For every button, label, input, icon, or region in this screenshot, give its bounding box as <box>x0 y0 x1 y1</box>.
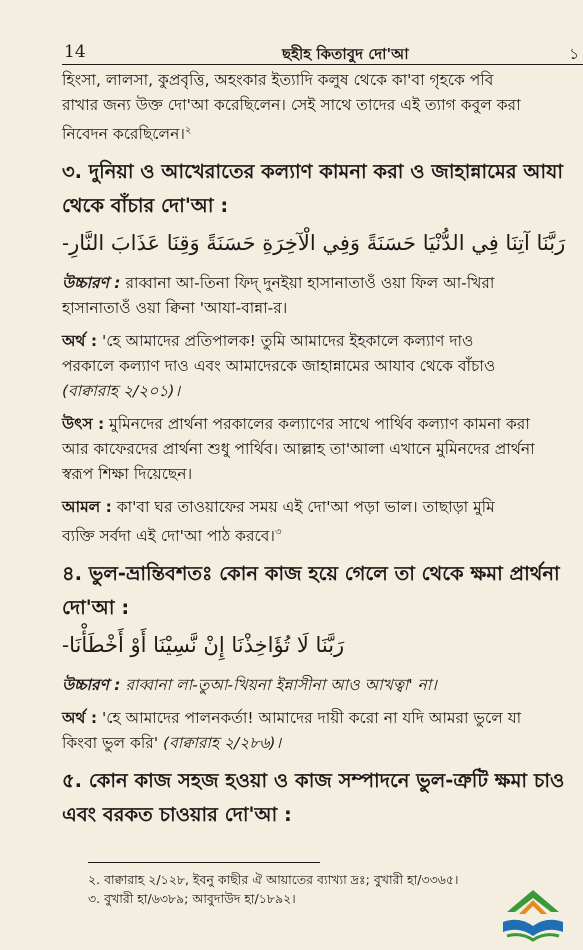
section-3-source: উৎস : মুমিনদের প্রার্থনা পরকালের কল্যাণের সাথে পার্থিব কল্যাণ কামনা করা <box>62 415 530 434</box>
section-4-meaning: অর্থ : 'হে আমাদের পালনকর্তা! আমাদের দায়ী করো না যদি আমরা ভুলে যা <box>62 709 522 728</box>
intro-line-2: রাখার জন্য উক্ত দো'আ করেছিলেন। সেই সাথে তাদের এই ত্যাগ কবুল করা <box>62 96 521 114</box>
intro-line-3: নিবেদন করেছিলেন।$^২$ <box>62 125 192 144</box>
page-number: 14 <box>64 42 86 62</box>
running-right-number: ১ <box>569 45 579 63</box>
section-4 <box>62 557 583 756</box>
running-title: ছহীহ কিতাবুদ দো'আ <box>282 45 409 63</box>
section-3-meaning-reference: (বাক্বারাহ ২/২০১)। <box>62 382 180 401</box>
section-3-source-line-3: স্বরূপ শিক্ষা দিয়েছেন। <box>62 465 193 484</box>
section-4-heading-line-1: ৪. ভুল-ভ্রান্তিবশতঃ কোন কাজ হয়ে গেলে তা থেকে ক্ষমা প্রার্থনা <box>62 562 560 586</box>
footnote-divider <box>88 862 320 863</box>
section-5-heading-line-2: এবং বরকত চাওয়ার দো'আ : <box>62 803 292 827</box>
page-header <box>62 38 583 64</box>
section-4-meaning-line-2: কিংবা ভুল করি' (বাক্বারাহ ২/২৮৬)। <box>62 734 282 753</box>
section-4-pronunciation: উচ্চারণ : রাব্বানা লা-তুআ-খিয়না ইন্নাসীনা আও আখত্বা' না। <box>62 676 437 695</box>
section-4-heading-line-2: দো'আ : <box>62 596 130 620</box>
page-content <box>62 68 583 832</box>
intro-paragraph <box>62 68 583 147</box>
section-4-meaning-reference: (বাক্বারাহ ২/২৮৬)। <box>163 734 282 753</box>
section-3-heading-line-1: ৩. দুনিয়া ও আখেরাতের কল্যাণ কামনা করা ও জাহান্নামের আযা <box>62 160 563 184</box>
section-3-amal: আমল : কা'বা ঘর তাওয়াফের সময় এই দো'আ পড়া ভাল। তাছাড়া মুমি <box>62 498 495 517</box>
section-5-heading-line-1: ৫. কোন কাজ সহজ হওয়া ও কাজ সম্পাদনে ভুল-ত্রুটি ক্ষমা চাও <box>62 769 565 793</box>
section-3-arabic-dua: رَبَّنَا آتِنَا فِي الدُّنْيَا حَسَنَةً وَفِي الْآخِرَةِ حَسَنَةً وَقِنَا عَذَابَ النَّارِ- <box>62 231 566 256</box>
footnote-3: ৩. বুখারী হা/৬৩৮৯; আবুদাউদ হা/১৮৯২। <box>88 891 296 906</box>
header-divider <box>62 64 583 65</box>
section-3 <box>62 155 583 549</box>
section-3-pronunciation: উচ্চারণ : রাব্বানা আ-তিনা ফিদ্ দুনইয়া হাসানাতাওঁ ওয়া ফিল আ-খিরা <box>62 274 495 293</box>
section-3-meaning: অর্থ : 'হে আমাদের প্রতিপালক! তুমি আমাদের ইহকালে কল্যাণ দাও <box>62 332 474 351</box>
section-3-source-line-2: আর কাফেরদের প্রার্থনা শুধু পার্থিব। আল্লাহ তা'আলা এখানে মুমিনদের প্রার্থনা <box>62 440 535 459</box>
section-3-meaning-line-2: পরকালে কল্যাণ দাও এবং আমাদেরকে জাহান্নামের আযাব থেকে বাঁচাও <box>62 357 496 376</box>
footnote-ref-2: ২ <box>184 125 192 136</box>
footnote-ref-3: ৩ <box>274 527 282 539</box>
section-3-amal-line-2: ব্যক্তি সর্বদা এই দো'আ পাঠ করবে।$^৩$ <box>62 527 282 546</box>
footnotes <box>88 870 458 908</box>
section-3-pronunciation-line-2: হাসানাতাওঁ ওয়া ক্বিনা 'আযা-বান্না-র। <box>62 299 288 318</box>
intro-line-1: হিংসা, লালসা, কুপ্রবৃত্তি, অহংকার ইত্যাদি কলুষ থেকে কা'বা গৃহকে পবি <box>62 71 494 89</box>
footnote-2: ২. বাক্বারাহ ২/১২৮, ইবনু কাছীর ঐ আয়াতের ব্যাখ্যা দ্রঃ; বুখারী হা/৩৩৬৫। <box>88 872 459 887</box>
section-4-arabic-dua: رَبَّنَا لَا تُؤَاخِذْنَا إِنْ نَّسِيْنَا أَوْ أَخْطَأْنَا- <box>62 633 345 658</box>
publisher-logo-icon <box>497 888 569 944</box>
section-5 <box>62 764 583 832</box>
section-3-heading-line-2: থেকে বাঁচার দো'আ : <box>62 194 229 218</box>
